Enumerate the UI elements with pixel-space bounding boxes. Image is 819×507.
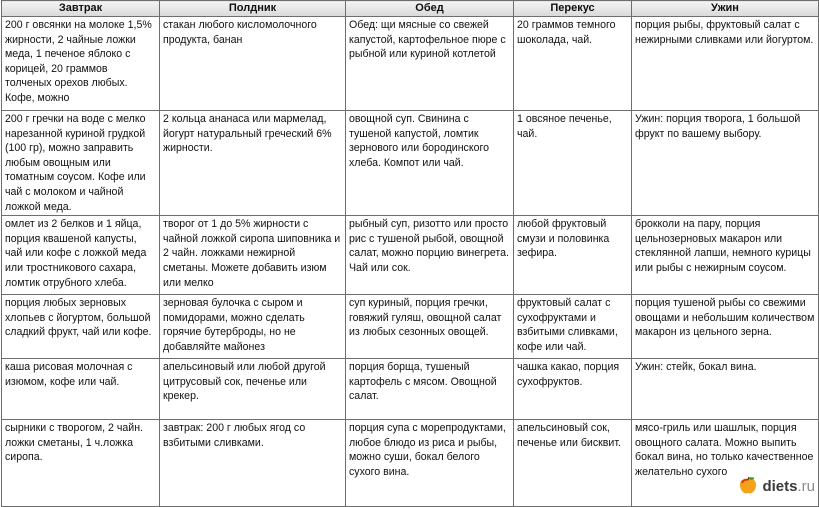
apple-icon [737, 476, 759, 496]
cell-breakfast: 200 г гречки на воде с мелко нарезанной куриной грудкой (100 гр), можно заправить любым овощным или томатным соусом. Кофе или чай с молоком и чайной ложкой меда. [2, 111, 160, 216]
table-row [2, 359, 819, 420]
cell-dinner: порция рыбы, фруктовый салат с нежирными сливками или йогуртом. [632, 17, 819, 111]
cell-afternoon-snack: зерновая булочка с сыром и помидорами, можно сделать горячие бутерброды, но не добавляйте майонез [160, 295, 346, 359]
table-row [2, 295, 819, 359]
cell-lunch: порция борща, тушеный картофель с мясом. Овощной салат. [346, 359, 514, 420]
header-snack: Перекус [514, 1, 632, 17]
header-row [2, 1, 819, 17]
cell-afternoon-snack: стакан любого кисломолочного продукта, банан [160, 17, 346, 111]
cell-lunch: суп куриный, порция гречки, говяжий гуляш, овощной салат из любых сезонных овощей. [346, 295, 514, 359]
watermark-text [762, 478, 815, 495]
cell-breakfast: порция любых зерновых хлопьев с йогуртом, большой сладкий фрукт, чай или кофе. [2, 295, 160, 359]
cell-snack: 20 граммов темного шоколада, чай. [514, 17, 632, 111]
cell-dinner: Ужин: порция творога, 1 большой фрукт по вашему выбору. [632, 111, 819, 216]
diet-table [1, 0, 819, 507]
header-dinner: Ужин [632, 1, 819, 17]
cell-dinner: порция тушеной рыбы со свежими овощами и небольшим количеством макарон из цельного зерна. [632, 295, 819, 359]
table-row [2, 216, 819, 295]
watermark-site: diets [762, 477, 798, 495]
cell-lunch: Обед: щи мясные со свежей капустой, картофельное пюре с рыбной или куриной котлетой [346, 17, 514, 111]
cell-breakfast: сырники с творогом, 2 чайн. ложки сметаны, 1 ч.ложка сиропа. [2, 420, 160, 507]
cell-breakfast: омлет из 2 белков и 1 яйца, порция квашеной капусты, чай или кофе с ложкой меда или тростникового сахара, ломтик отрубного хлеба. [2, 216, 160, 295]
cell-breakfast: каша рисовая молочная с изюмом, кофе или чай. [2, 359, 160, 420]
cell-breakfast: 200 г овсянки на молоке 1,5% жирности, 2 чайные ложки меда, 1 печеное яблоко с корицей, 20 граммов толченых орехов любых. Кофе, можно [2, 17, 160, 111]
watermark-domain: .ru [797, 477, 815, 495]
header-afternoon-snack: Полдник [160, 1, 346, 17]
header-breakfast: Завтрак [2, 1, 160, 17]
cell-afternoon-snack: апельсиновый или любой другой цитрусовый сок, печенье или крекер. [160, 359, 346, 420]
cell-snack: чашка какао, порция сухофруктов. [514, 359, 632, 420]
cell-dinner: Ужин: стейк, бокал вина. [632, 359, 819, 420]
cell-snack: апельсиновый сок, печенье или бисквит. [514, 420, 632, 507]
cell-dinner: брокколи на пару, порция цельнозерновых макарон или стеклянной лапши, немного курицы или рыбы с нежирным соусом. [632, 216, 819, 295]
cell-afternoon-snack: 2 кольца ананаса или мармелад, йогурт натуральный греческий 6% жирности. [160, 111, 346, 216]
table-row [2, 111, 819, 216]
cell-lunch: рыбный суп, ризотто или просто рис с тушеной рыбой, овощной салат, можно порцию винегрета. Чай или сок. [346, 216, 514, 295]
cell-snack: 1 овсяное печенье, чай. [514, 111, 632, 216]
cell-dinner: мясо-гриль или шашлык, порция овощного салата. Можно выпить бокал вина, но только качественное желательно сухого [632, 420, 819, 507]
cell-lunch: овощной суп. Свинина с тушеной капустой, ломтик зернового или бородинского хлеба. Компот или чай. [346, 111, 514, 216]
table-row [2, 420, 819, 507]
cell-snack: фруктовый салат с сухофруктами и взбитыми сливками, кофе или чай. [514, 295, 632, 359]
header-lunch: Обед [346, 1, 514, 17]
cell-snack: любой фруктовый смузи и половинка зефира. [514, 216, 632, 295]
cell-lunch: порция супа с морепродуктами, любое блюдо из риса и рыбы, можно суши, бокал белого сухого вина. [346, 420, 514, 507]
watermark [737, 476, 815, 496]
cell-afternoon-snack: завтрак: 200 г любых ягод со взбитыми сливками. [160, 420, 346, 507]
cell-afternoon-snack: творог от 1 до 5% жирности с чайной ложкой сиропа шиповника и 2 чайн. ложками нежирной сметаны. Можете добавить изюм или мелко [160, 216, 346, 295]
table-row [2, 17, 819, 111]
